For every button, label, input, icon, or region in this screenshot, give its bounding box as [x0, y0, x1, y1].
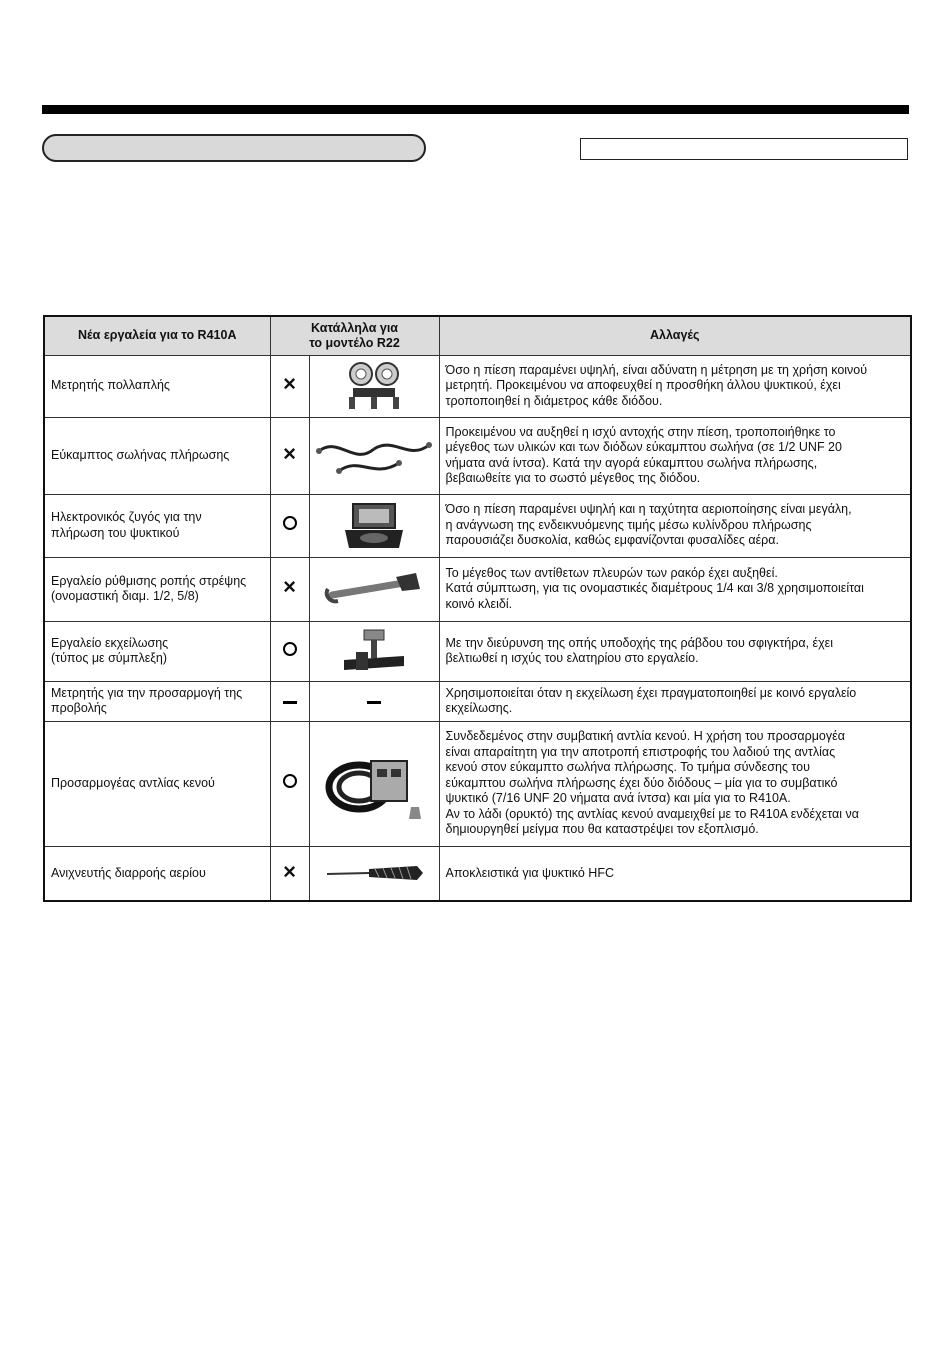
r22-suitability	[270, 681, 309, 721]
desc-line: Προκειμένου να αυξηθεί η ισχύ αντοχής στην πίεση, τροποποιήθηκε το	[445, 424, 836, 439]
desc-line: Όσο η πίεση παραμένει υψηλή και η ταχύτητα αεριοποίησης είναι μεγάλη,	[445, 502, 852, 517]
tool-name-line: Εργαλείο ρύθμισης ροπής στρέψης	[51, 573, 247, 588]
tools-table	[43, 315, 912, 902]
r22-suitability	[270, 621, 309, 681]
table-row	[44, 721, 911, 846]
desc-line: Χρησιμοποιείται όταν η εκχείλωση έχει πραγματοποιηθεί με κοινό εργαλείο	[445, 685, 857, 700]
header-suitable-line2: το μοντέλο R22	[309, 335, 400, 350]
desc-line: νήματα ανά ίντσα). Κατά την αγορά εύκαμπτου σωλήνα πλήρωσης,	[445, 455, 818, 470]
change-description	[439, 557, 911, 621]
desc-line: ψυκτικό (7/16 UNF 20 νήματα ανά ίντσα) και μία για το R410A.	[445, 791, 791, 806]
table-row	[44, 494, 911, 557]
cross-icon: ×	[283, 858, 296, 884]
dash-icon	[283, 701, 297, 704]
top-rule	[42, 105, 909, 114]
circle-icon	[283, 774, 297, 788]
table-row	[44, 621, 911, 681]
cross-icon: ×	[283, 440, 296, 466]
tool-name-line: προβολής	[51, 701, 107, 715]
tool-name-line: (ονομαστική διαμ. 1/2, 5/8)	[51, 589, 199, 603]
dash-icon	[309, 681, 439, 721]
tool-name	[44, 721, 270, 846]
tool-name-line: Μετρητής πολλαπλής	[51, 378, 170, 393]
model-label-box	[580, 138, 908, 160]
header-changes: Αλλαγές	[439, 316, 911, 355]
desc-line: κοινό κλειδί.	[445, 596, 513, 611]
torque-wrench-icon	[309, 557, 439, 621]
r22-suitability	[270, 557, 309, 621]
tool-name-line: Μετρητής για την προσαρμογή της	[51, 685, 243, 700]
desc-line: κενού στον εύκαμπτο σωλήνα πλήρωσης. Το τμήμα σύνδεσης του	[445, 760, 810, 775]
charge-hose-icon	[309, 417, 439, 494]
desc-line: δημιουργηθεί μείγμα που θα καταστρέψει τον εξοπλισμό.	[445, 822, 759, 837]
header-tools: Νέα εργαλεία για το R410A	[44, 316, 270, 355]
desc-line: βεβαιωθείτε για το σωστό μέγεθος της διόδου.	[445, 471, 701, 485]
desc-line: είναι απαραίτητη για την αποτροπή επιστροφής του λαδιού της αντλίας	[445, 744, 836, 759]
tool-name	[44, 846, 270, 901]
desc-line: η ανάγνωση της ενδεικνυόμενης τιμής μέσω κυλίνδρου πλήρωσης	[445, 517, 812, 532]
tool-name	[44, 494, 270, 557]
vacuum-pump-adapter-icon	[309, 721, 439, 846]
table-row	[44, 417, 911, 494]
tool-name	[44, 621, 270, 681]
tool-name	[44, 557, 270, 621]
table-row	[44, 846, 911, 901]
tool-name-line: πλήρωση του ψυκτικού	[51, 525, 180, 540]
tool-name	[44, 417, 270, 494]
tool-name-line: Ηλεκτρονικός ζυγός για την	[51, 510, 202, 524]
change-description	[439, 721, 911, 846]
desc-line: μέγεθος των υλικών και των διόδων εύκαμπτου σωλήνα (σε 1/2 UNF 20	[445, 440, 842, 454]
dash-icon	[367, 701, 381, 704]
gas-leak-detector-icon	[309, 846, 439, 901]
tool-name-line: (τύπος με σύμπλεξη)	[51, 651, 167, 665]
desc-line: παρουσιάζει δυσκολία, καθώς εμφανίζονται φυσαλίδες αέρα.	[445, 533, 779, 548]
r22-suitability	[270, 355, 309, 417]
tool-name-line: Εύκαμπτος σωλήνας πλήρωσης	[51, 447, 230, 462]
tool-name-line: Ανιχνευτής διαρροής αερίου	[51, 865, 206, 880]
table-row	[44, 557, 911, 621]
tool-name	[44, 355, 270, 417]
desc-line: Αν το λάδι (ορυκτό) της αντλίας κενού αναμειχθεί με το R410A ενδέχεται να	[445, 806, 859, 821]
tool-name-line: Εργαλείο εκχείλωσης	[51, 635, 169, 650]
r22-suitability	[270, 721, 309, 846]
change-description	[439, 417, 911, 494]
r22-suitability	[270, 494, 309, 557]
desc-line: εκχείλωσης.	[445, 701, 513, 715]
header-suitable-line1: Κατάλληλα για	[311, 320, 398, 335]
table-row	[44, 355, 911, 417]
table-row	[44, 681, 911, 721]
desc-line: βελτιωθεί η ισχύς του ελατηρίου στο εργαλείο.	[445, 651, 699, 665]
change-description	[439, 846, 911, 901]
circle-icon	[283, 516, 297, 530]
cross-icon: ×	[283, 574, 296, 600]
table-header-row	[44, 316, 911, 355]
r22-suitability	[270, 846, 309, 901]
change-description	[439, 355, 911, 417]
r22-suitability	[270, 417, 309, 494]
desc-line: Το μέγεθος των αντίθετων πλευρών των ρακόρ έχει αυξηθεί.	[445, 565, 778, 580]
header-suitable	[270, 316, 439, 355]
change-description	[439, 621, 911, 681]
circle-icon	[283, 642, 297, 656]
desc-line: τροποποιηθεί η διάμετρος κάθε διόδου.	[445, 393, 663, 408]
change-description	[439, 681, 911, 721]
desc-line: Όσο η πίεση παραμένει υψηλή, είναι αδύνατη η μέτρηση με τη χρήση κοινού	[445, 362, 868, 377]
desc-line: Αποκλειστικά για ψυκτικό HFC	[445, 865, 614, 880]
desc-line: Με την διεύρυνση της οπής υποδοχής της ράβδου του σφιγκτήρα, έχει	[445, 635, 834, 650]
desc-line: μετρητή. Προκειμένου να αποφευχθεί η προσθήκη άλλου ψυκτικού, έχει	[445, 378, 841, 393]
cross-icon: ×	[283, 371, 296, 397]
desc-line: Κατά σύμπτωση, για τις ονομαστικές διαμέτρους 1/4 και 3/8 χρησιμοποιείται	[445, 581, 864, 596]
section-heading-box	[42, 134, 426, 162]
electronic-scale-icon	[309, 494, 439, 557]
tool-name-line: Προσαρμογέας αντλίας κενού	[51, 775, 215, 790]
change-description	[439, 494, 911, 557]
manifold-gauge-icon	[309, 355, 439, 417]
flare-tool-icon	[309, 621, 439, 681]
desc-line: εύκαμπτου σωλήνα πλήρωσης έχει δύο διόδους – μία για το συμβατικό	[445, 775, 838, 790]
tool-name	[44, 681, 270, 721]
desc-line: Συνδεδεμένος στην συμβατική αντλία κενού. Η χρήση του προσαρμογέα	[445, 729, 845, 744]
